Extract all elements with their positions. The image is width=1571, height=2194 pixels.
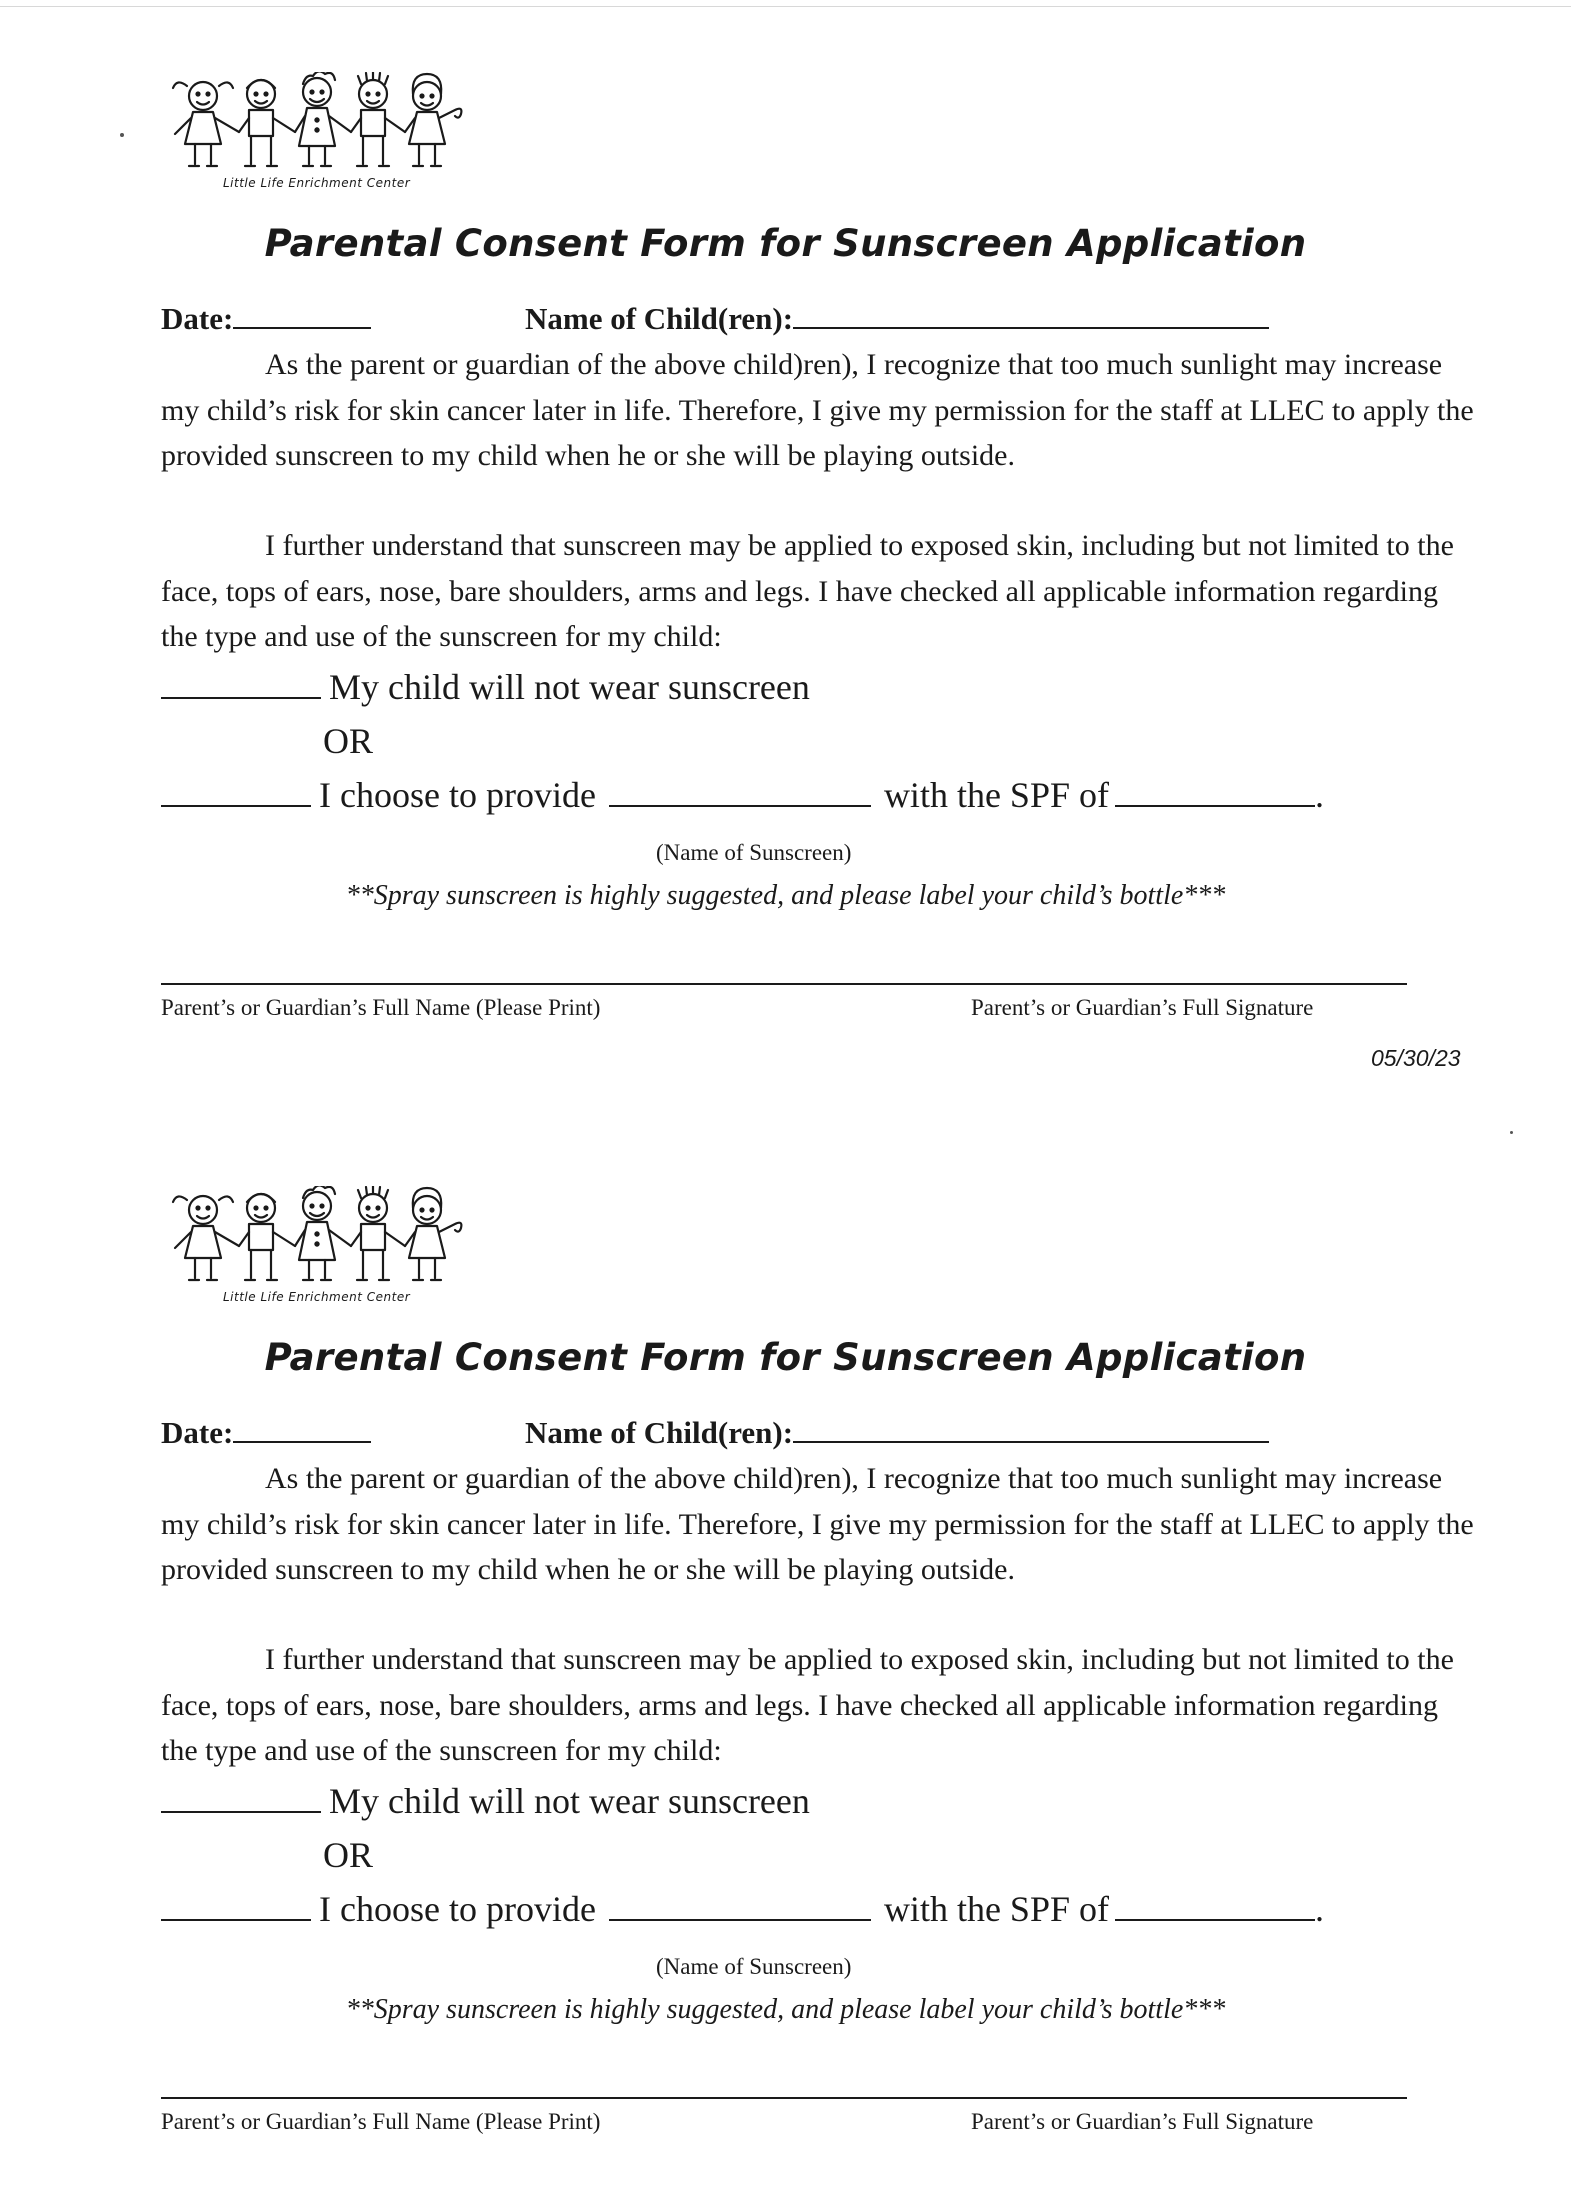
sunscreen-name-blank-line[interactable] bbox=[609, 777, 871, 807]
revision-date: 05/30/23 bbox=[1371, 1045, 1461, 1071]
guardian-name-label: Parent’s or Guardian’s Full Name (Please Print) bbox=[161, 995, 601, 1020]
option-no-sunscreen-label: My child will not wear sunscreen bbox=[329, 1781, 810, 1821]
consent-form-2 bbox=[0, 1114, 1571, 2194]
sunscreen-name-blank-line[interactable] bbox=[609, 1891, 871, 1921]
option-provide-check-line[interactable] bbox=[161, 777, 311, 807]
option-no-sunscreen-label: My child will not wear sunscreen bbox=[329, 667, 810, 707]
signature-line[interactable] bbox=[161, 983, 1407, 985]
option-provide-row bbox=[161, 774, 1324, 816]
children-holding-hands-icon bbox=[165, 1186, 485, 1296]
guardian-signature-label: Parent’s or Guardian’s Full Signature bbox=[971, 995, 1314, 1020]
or-divider-text: OR bbox=[323, 1835, 374, 1875]
sunscreen-name-caption: (Name of Sunscreen) bbox=[656, 1954, 852, 1979]
child-name-field-row bbox=[525, 1413, 1269, 1451]
child-name-label: Name of Child(ren): bbox=[525, 1415, 794, 1450]
child-name-blank-line[interactable] bbox=[793, 299, 1269, 329]
spf-period: . bbox=[1314, 1889, 1324, 1929]
child-name-label: Name of Child(ren): bbox=[525, 301, 794, 336]
or-divider-text: OR bbox=[323, 721, 374, 761]
guardian-signature-label: Parent’s or Guardian’s Full Signature bbox=[971, 2109, 1314, 2134]
center-logo bbox=[165, 72, 485, 200]
consent-paragraph-1 bbox=[161, 1456, 1481, 1593]
option-provide-check-line[interactable] bbox=[161, 1891, 311, 1921]
option-no-sunscreen-row bbox=[161, 666, 810, 708]
spray-sunscreen-note: **Spray sunscreen is highly suggested, and please label your child’s bottle*** bbox=[345, 880, 1226, 911]
guardian-name-label: Parent’s or Guardian’s Full Name (Please Print) bbox=[161, 2109, 601, 2134]
child-name-field-row bbox=[525, 299, 1269, 337]
spf-label: with the SPF of bbox=[883, 1889, 1109, 1929]
consent-paragraph-2-text: I further understand that sunscreen may be applied to exposed skin, including but not limited to the face, tops of ears, nose, bare shoulders, arms and legs. I have checked all applicable information regarding the type and use of the sunscreen for my child: bbox=[161, 1643, 1454, 1767]
signature-line[interactable] bbox=[161, 2097, 1407, 2099]
date-label: Date: bbox=[161, 301, 234, 336]
consent-paragraph-2-text: I further understand that sunscreen may be applied to exposed skin, including but not limited to the face, tops of ears, nose, bare shoulders, arms and legs. I have checked all applicable information regarding the type and use of the sunscreen for my child: bbox=[161, 529, 1454, 653]
center-logo bbox=[165, 1186, 485, 1314]
spf-period: . bbox=[1314, 775, 1324, 815]
option-provide-label: I choose to provide bbox=[319, 775, 596, 815]
consent-paragraph-2 bbox=[161, 1637, 1481, 1774]
date-field-row bbox=[161, 299, 371, 337]
consent-paragraph-2 bbox=[161, 523, 1481, 660]
date-blank-line[interactable] bbox=[233, 299, 371, 329]
consent-paragraph-1-text: As the parent or guardian of the above child)ren), I recognize that too much sunlight may increase my child’s risk for skin cancer later in life. Therefore, I give my permission for the staff at LLEC to apply the provided sunscreen to my child when he or she will be playing outside. bbox=[161, 1462, 1474, 1586]
consent-paragraph-1 bbox=[161, 342, 1481, 479]
form-title: Parental Consent Form for Sunscreen Application bbox=[264, 1336, 1307, 1379]
option-no-sunscreen-check-line[interactable] bbox=[161, 669, 321, 699]
spf-blank-line[interactable] bbox=[1115, 777, 1315, 807]
sunscreen-name-caption: (Name of Sunscreen) bbox=[656, 840, 852, 865]
child-name-blank-line[interactable] bbox=[793, 1413, 1269, 1443]
spray-sunscreen-note: **Spray sunscreen is highly suggested, and please label your child’s bottle*** bbox=[345, 1994, 1226, 2025]
option-provide-label: I choose to provide bbox=[319, 1889, 596, 1929]
children-holding-hands-icon bbox=[165, 72, 485, 182]
spf-blank-line[interactable] bbox=[1115, 1891, 1315, 1921]
option-no-sunscreen-row bbox=[161, 1780, 810, 1822]
logo-caption: Little Life Enrichment Center bbox=[223, 176, 411, 190]
option-no-sunscreen-check-line[interactable] bbox=[161, 1783, 321, 1813]
consent-paragraph-1-text: As the parent or guardian of the above child)ren), I recognize that too much sunlight may increase my child’s risk for skin cancer later in life. Therefore, I give my permission for the staff at LLEC to apply the provided sunscreen to my child when he or she will be playing outside. bbox=[161, 348, 1474, 472]
consent-form-1 bbox=[0, 0, 1571, 1080]
form-title: Parental Consent Form for Sunscreen Application bbox=[264, 222, 1307, 265]
date-label: Date: bbox=[161, 1415, 234, 1450]
logo-caption: Little Life Enrichment Center bbox=[223, 1290, 411, 1304]
date-blank-line[interactable] bbox=[233, 1413, 371, 1443]
date-field-row bbox=[161, 1413, 371, 1451]
spf-label: with the SPF of bbox=[883, 775, 1109, 815]
option-provide-row bbox=[161, 1888, 1324, 1930]
